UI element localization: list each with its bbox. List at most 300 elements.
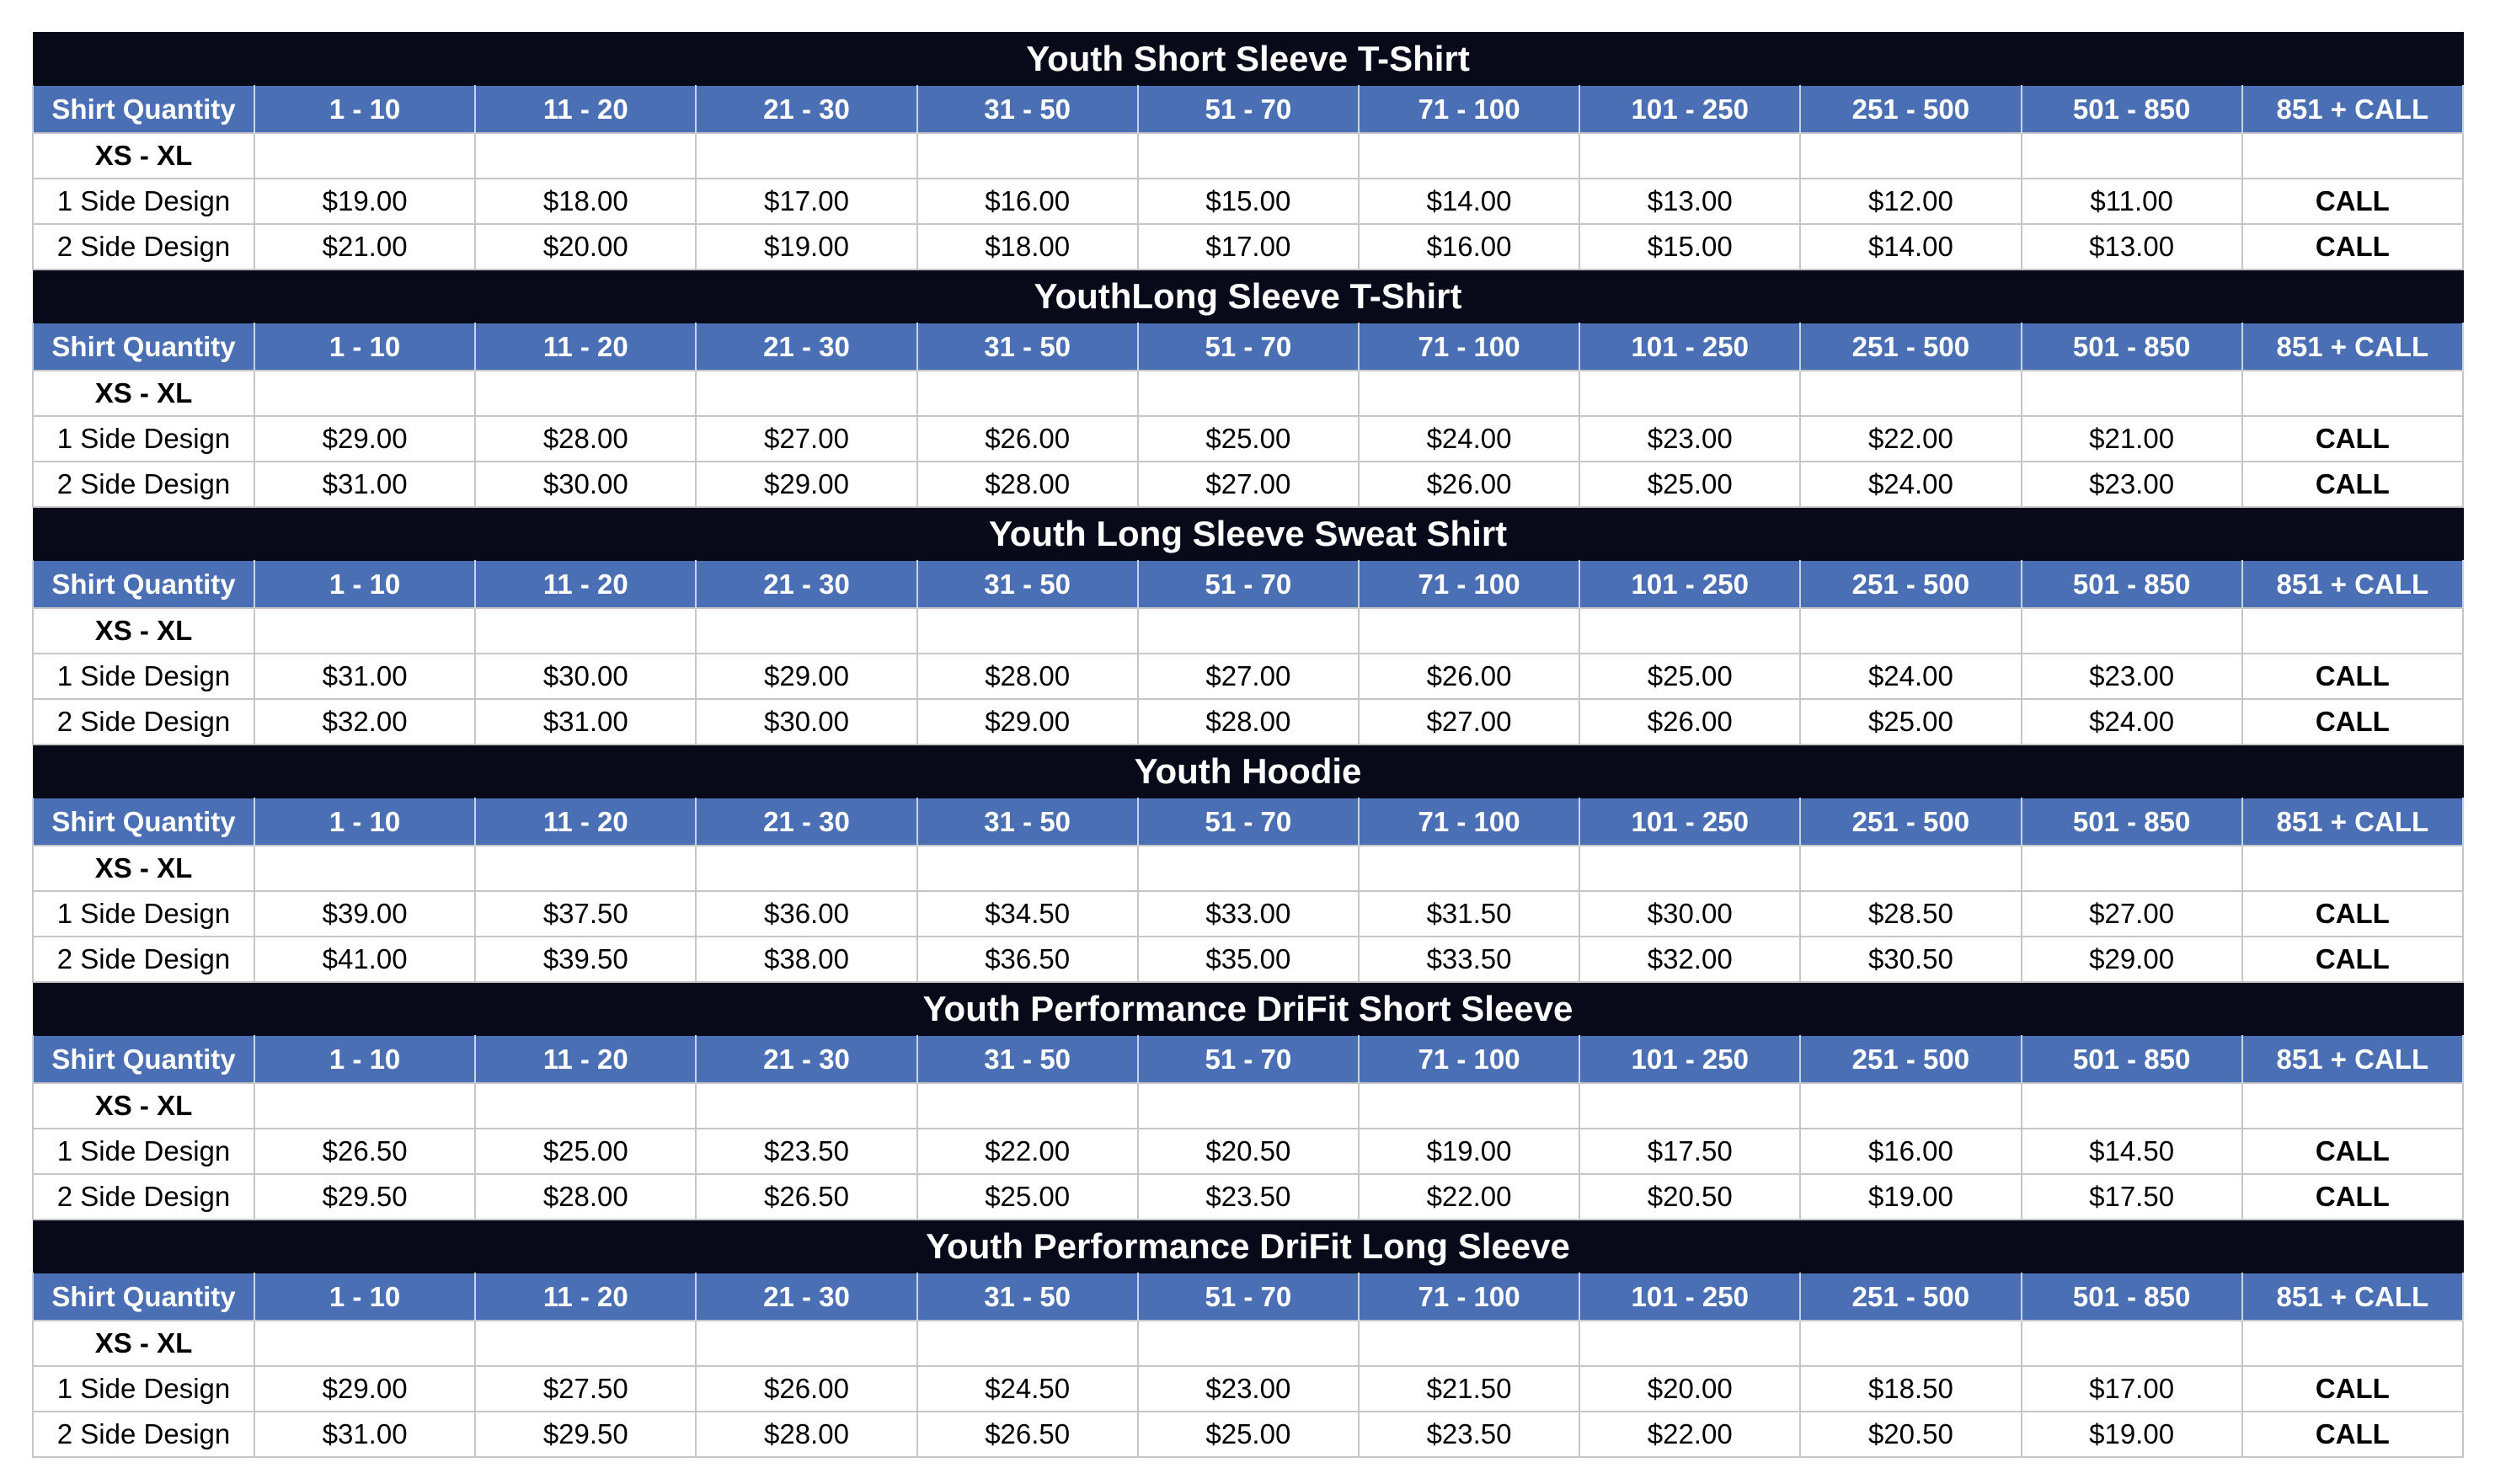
- price-cell: $22.00: [1359, 1174, 1579, 1220]
- price-cell: $24.50: [917, 1366, 1138, 1412]
- call-cell: CALL: [2242, 937, 2463, 982]
- empty-cell: [696, 371, 916, 416]
- size-row: [33, 371, 2463, 416]
- empty-cell: [1800, 1321, 2021, 1366]
- quantity-tier-header: 1 - 10: [254, 323, 475, 371]
- empty-cell: [2242, 133, 2463, 179]
- price-cell: $31.00: [254, 1412, 475, 1457]
- price-cell: $31.00: [475, 699, 696, 745]
- price-cell: $30.00: [475, 654, 696, 699]
- quantity-tier-header: 11 - 20: [475, 323, 696, 371]
- design-label: 1 Side Design: [33, 654, 254, 699]
- price-cell: $30.50: [1800, 937, 2021, 982]
- quantity-tier-header: 251 - 500: [1800, 1036, 2021, 1084]
- quantity-tier-header: 251 - 500: [1800, 1273, 2021, 1321]
- price-cell: $28.50: [1800, 891, 2021, 937]
- quantity-tier-header: 251 - 500: [1800, 323, 2021, 371]
- empty-cell: [2022, 1083, 2242, 1129]
- call-cell: CALL: [2242, 462, 2463, 507]
- quantity-tier-header: 251 - 500: [1800, 561, 2021, 609]
- quantity-header-label: Shirt Quantity: [33, 1036, 254, 1084]
- price-cell: $41.00: [254, 937, 475, 982]
- empty-cell: [475, 846, 696, 891]
- quantity-tier-header: 1 - 10: [254, 561, 475, 609]
- price-cell: $26.00: [1359, 462, 1579, 507]
- empty-cell: [1800, 371, 2021, 416]
- call-cell: CALL: [2242, 654, 2463, 699]
- empty-cell: [1138, 608, 1359, 654]
- price-cell: $18.00: [917, 224, 1138, 270]
- empty-cell: [1579, 1321, 1800, 1366]
- quantity-tier-header: 51 - 70: [1138, 1273, 1359, 1321]
- price-cell: $33.50: [1359, 937, 1579, 982]
- price-cell: $19.00: [696, 224, 916, 270]
- quantity-tier-header: 101 - 250: [1579, 798, 1800, 846]
- empty-cell: [254, 133, 475, 179]
- price-cell: $28.00: [917, 462, 1138, 507]
- price-cell: $28.00: [1138, 699, 1359, 745]
- section-title: Youth Long Sleeve Sweat Shirt: [33, 507, 2463, 561]
- quantity-header-label: Shirt Quantity: [33, 86, 254, 134]
- quantity-tier-header: 1 - 10: [254, 1273, 475, 1321]
- empty-cell: [1579, 133, 1800, 179]
- quantity-tier-header: 21 - 30: [696, 561, 916, 609]
- price-cell: $37.50: [475, 891, 696, 937]
- quantity-tier-header: 251 - 500: [1800, 86, 2021, 134]
- call-cell: CALL: [2242, 224, 2463, 270]
- price-cell: $24.00: [1800, 462, 2021, 507]
- price-cell: $27.00: [1359, 699, 1579, 745]
- quantity-tier-header: 11 - 20: [475, 1273, 696, 1321]
- call-cell: CALL: [2242, 179, 2463, 224]
- quantity-tier-header: 1 - 10: [254, 798, 475, 846]
- design-label: 2 Side Design: [33, 1412, 254, 1457]
- empty-cell: [1579, 1083, 1800, 1129]
- quantity-tier-header: 21 - 30: [696, 323, 916, 371]
- empty-cell: [475, 1083, 696, 1129]
- call-cell: CALL: [2242, 891, 2463, 937]
- price-cell: $25.00: [475, 1129, 696, 1174]
- design-label: 2 Side Design: [33, 462, 254, 507]
- price-cell: $19.00: [2022, 1412, 2242, 1457]
- price-cell: $35.00: [1138, 937, 1359, 982]
- price-cell: $30.00: [1579, 891, 1800, 937]
- price-cell: $19.00: [1359, 1129, 1579, 1174]
- price-cell: $33.00: [1138, 891, 1359, 937]
- price-cell: $20.50: [1138, 1129, 1359, 1174]
- design-label: 1 Side Design: [33, 179, 254, 224]
- quantity-tier-header: 31 - 50: [917, 798, 1138, 846]
- table-row: [33, 1412, 2463, 1457]
- quantity-tier-header: 31 - 50: [917, 561, 1138, 609]
- empty-cell: [1579, 608, 1800, 654]
- empty-cell: [917, 846, 1138, 891]
- price-cell: $30.00: [696, 699, 916, 745]
- call-cell: CALL: [2242, 1366, 2463, 1412]
- price-cell: $17.50: [1579, 1129, 1800, 1174]
- price-cell: $29.00: [917, 699, 1138, 745]
- quantity-tier-header: 31 - 50: [917, 323, 1138, 371]
- section-title-row: [33, 982, 2463, 1036]
- price-cell: $39.50: [475, 937, 696, 982]
- quantity-tier-header: 31 - 50: [917, 86, 1138, 134]
- quantity-header-row: [33, 1036, 2463, 1084]
- empty-cell: [2242, 371, 2463, 416]
- empty-cell: [254, 1083, 475, 1129]
- price-cell: $36.00: [696, 891, 916, 937]
- price-cell: $20.50: [1800, 1412, 2021, 1457]
- size-row: [33, 133, 2463, 179]
- empty-cell: [1579, 846, 1800, 891]
- empty-cell: [1138, 1321, 1359, 1366]
- price-cell: $32.00: [254, 699, 475, 745]
- quantity-tier-header: 101 - 250: [1579, 323, 1800, 371]
- design-label: 2 Side Design: [33, 1174, 254, 1220]
- empty-cell: [1800, 133, 2021, 179]
- price-cell: $23.00: [1579, 416, 1800, 462]
- quantity-tier-header: 71 - 100: [1359, 561, 1579, 609]
- quantity-header-label: Shirt Quantity: [33, 798, 254, 846]
- price-cell: $30.00: [475, 462, 696, 507]
- price-cell: $23.50: [1138, 1174, 1359, 1220]
- empty-cell: [696, 846, 916, 891]
- empty-cell: [1138, 371, 1359, 416]
- price-sheet: [32, 32, 2462, 1458]
- price-cell: $24.00: [1359, 416, 1579, 462]
- price-cell: $27.00: [2022, 891, 2242, 937]
- empty-cell: [1359, 371, 1579, 416]
- design-label: 1 Side Design: [33, 416, 254, 462]
- empty-cell: [254, 1321, 475, 1366]
- price-cell: $39.00: [254, 891, 475, 937]
- price-cell: $17.00: [696, 179, 916, 224]
- quantity-tier-header: 101 - 250: [1579, 1273, 1800, 1321]
- quantity-tier-header: 501 - 850: [2022, 323, 2242, 371]
- price-cell: $26.00: [1579, 699, 1800, 745]
- size-row: [33, 846, 2463, 891]
- price-cell: $38.00: [696, 937, 916, 982]
- table-row: [33, 416, 2463, 462]
- price-cell: $20.00: [475, 224, 696, 270]
- price-cell: $27.00: [1138, 462, 1359, 507]
- empty-cell: [475, 133, 696, 179]
- table-row: [33, 1129, 2463, 1174]
- price-cell: $20.00: [1579, 1366, 1800, 1412]
- price-cell: $27.00: [696, 416, 916, 462]
- size-label: XS - XL: [33, 846, 254, 891]
- quantity-tier-header: 51 - 70: [1138, 323, 1359, 371]
- size-label: XS - XL: [33, 1321, 254, 1366]
- quantity-tier-header: 851 + CALL: [2242, 1273, 2463, 1321]
- empty-cell: [2022, 846, 2242, 891]
- price-cell: $23.50: [1359, 1412, 1579, 1457]
- quantity-tier-header: 31 - 50: [917, 1273, 1138, 1321]
- empty-cell: [1800, 1083, 2021, 1129]
- quantity-tier-header: 51 - 70: [1138, 86, 1359, 134]
- quantity-tier-header: 21 - 30: [696, 1273, 916, 1321]
- price-cell: $26.50: [917, 1412, 1138, 1457]
- size-label: XS - XL: [33, 1083, 254, 1129]
- empty-cell: [254, 371, 475, 416]
- price-cell: $17.50: [2022, 1174, 2242, 1220]
- price-cell: $22.00: [917, 1129, 1138, 1174]
- design-label: 1 Side Design: [33, 1129, 254, 1174]
- quantity-tier-header: 501 - 850: [2022, 86, 2242, 134]
- empty-cell: [1359, 1321, 1579, 1366]
- empty-cell: [2022, 371, 2242, 416]
- price-cell: $12.00: [1800, 179, 2021, 224]
- design-label: 2 Side Design: [33, 937, 254, 982]
- quantity-header-row: [33, 86, 2463, 134]
- price-cell: $13.00: [1579, 179, 1800, 224]
- empty-cell: [696, 133, 916, 179]
- quantity-tier-header: 1 - 10: [254, 86, 475, 134]
- size-row: [33, 1321, 2463, 1366]
- empty-cell: [475, 371, 696, 416]
- price-cell: $22.00: [1800, 416, 2021, 462]
- price-cell: $27.50: [475, 1366, 696, 1412]
- empty-cell: [1359, 608, 1579, 654]
- empty-cell: [2242, 608, 2463, 654]
- price-cell: $21.50: [1359, 1366, 1579, 1412]
- quantity-tier-header: 31 - 50: [917, 1036, 1138, 1084]
- price-cell: $15.00: [1138, 179, 1359, 224]
- call-cell: CALL: [2242, 416, 2463, 462]
- empty-cell: [1800, 846, 2021, 891]
- price-cell: $31.00: [254, 654, 475, 699]
- quantity-tier-header: 71 - 100: [1359, 323, 1579, 371]
- price-cell: $31.00: [254, 462, 475, 507]
- quantity-tier-header: 21 - 30: [696, 86, 916, 134]
- price-cell: $23.50: [696, 1129, 916, 1174]
- quantity-header-row: [33, 1273, 2463, 1321]
- quantity-tier-header: 11 - 20: [475, 798, 696, 846]
- price-cell: $29.00: [2022, 937, 2242, 982]
- empty-cell: [1579, 371, 1800, 416]
- empty-cell: [1138, 846, 1359, 891]
- section-title: YouthLong Sleeve T-Shirt: [33, 270, 2463, 323]
- price-cell: $17.00: [2022, 1366, 2242, 1412]
- quantity-tier-header: 71 - 100: [1359, 1036, 1579, 1084]
- price-cell: $19.00: [254, 179, 475, 224]
- empty-cell: [1359, 1083, 1579, 1129]
- quantity-tier-header: 101 - 250: [1579, 1036, 1800, 1084]
- table-row: [33, 462, 2463, 507]
- empty-cell: [1138, 133, 1359, 179]
- price-cell: $14.00: [1359, 179, 1579, 224]
- empty-cell: [2242, 846, 2463, 891]
- table-row: [33, 179, 2463, 224]
- price-cell: $11.00: [2022, 179, 2242, 224]
- design-label: 1 Side Design: [33, 1366, 254, 1412]
- price-cell: $21.00: [2022, 416, 2242, 462]
- quantity-header-label: Shirt Quantity: [33, 561, 254, 609]
- price-cell: $25.00: [917, 1174, 1138, 1220]
- table-row: [33, 937, 2463, 982]
- quantity-tier-header: 501 - 850: [2022, 798, 2242, 846]
- price-cell: $16.00: [1800, 1129, 2021, 1174]
- price-cell: $27.00: [1138, 654, 1359, 699]
- quantity-tier-header: 71 - 100: [1359, 1273, 1579, 1321]
- price-cell: $25.00: [1579, 654, 1800, 699]
- empty-cell: [475, 608, 696, 654]
- quantity-tier-header: 851 + CALL: [2242, 561, 2463, 609]
- quantity-tier-header: 501 - 850: [2022, 1036, 2242, 1084]
- price-cell: $26.00: [696, 1366, 916, 1412]
- table-row: [33, 654, 2463, 699]
- price-cell: $32.00: [1579, 937, 1800, 982]
- quantity-tier-header: 71 - 100: [1359, 798, 1579, 846]
- quantity-tier-header: 11 - 20: [475, 1036, 696, 1084]
- quantity-tier-header: 251 - 500: [1800, 798, 2021, 846]
- quantity-tier-header: 51 - 70: [1138, 798, 1359, 846]
- section-title: Youth Short Sleeve T-Shirt: [33, 33, 2463, 86]
- table-row: [33, 699, 2463, 745]
- quantity-header-label: Shirt Quantity: [33, 1273, 254, 1321]
- price-cell: $26.50: [696, 1174, 916, 1220]
- design-label: 1 Side Design: [33, 891, 254, 937]
- empty-cell: [917, 1321, 1138, 1366]
- price-cell: $29.50: [475, 1412, 696, 1457]
- price-cell: $21.00: [254, 224, 475, 270]
- call-cell: CALL: [2242, 1412, 2463, 1457]
- price-cell: $19.00: [1800, 1174, 2021, 1220]
- quantity-tier-header: 501 - 850: [2022, 561, 2242, 609]
- empty-cell: [917, 608, 1138, 654]
- quantity-tier-header: 21 - 30: [696, 798, 916, 846]
- empty-cell: [2022, 608, 2242, 654]
- price-cell: $14.00: [1800, 224, 2021, 270]
- price-cell: $28.00: [475, 1174, 696, 1220]
- price-cell: $13.00: [2022, 224, 2242, 270]
- empty-cell: [1138, 1083, 1359, 1129]
- quantity-tier-header: 11 - 20: [475, 86, 696, 134]
- quantity-tier-header: 51 - 70: [1138, 1036, 1359, 1084]
- empty-cell: [2022, 1321, 2242, 1366]
- table-row: [33, 1174, 2463, 1220]
- price-cell: $23.00: [1138, 1366, 1359, 1412]
- size-label: XS - XL: [33, 608, 254, 654]
- section-title: Youth Performance DriFit Short Sleeve: [33, 982, 2463, 1036]
- price-cell: $29.00: [254, 1366, 475, 1412]
- empty-cell: [2022, 133, 2242, 179]
- size-label: XS - XL: [33, 133, 254, 179]
- quantity-tier-header: 71 - 100: [1359, 86, 1579, 134]
- quantity-header-label: Shirt Quantity: [33, 323, 254, 371]
- price-cell: $17.00: [1138, 224, 1359, 270]
- price-cell: $29.00: [696, 462, 916, 507]
- price-cell: $25.00: [1579, 462, 1800, 507]
- table-row: [33, 224, 2463, 270]
- empty-cell: [1359, 846, 1579, 891]
- price-cell: $22.00: [1579, 1412, 1800, 1457]
- empty-cell: [696, 608, 916, 654]
- quantity-tier-header: 51 - 70: [1138, 561, 1359, 609]
- quantity-tier-header: 1 - 10: [254, 1036, 475, 1084]
- size-label: XS - XL: [33, 371, 254, 416]
- price-cell: $29.50: [254, 1174, 475, 1220]
- empty-cell: [917, 133, 1138, 179]
- price-cell: $24.00: [1800, 654, 2021, 699]
- call-cell: CALL: [2242, 1129, 2463, 1174]
- quantity-tier-header: 851 + CALL: [2242, 323, 2463, 371]
- price-cell: $16.00: [917, 179, 1138, 224]
- price-cell: $31.50: [1359, 891, 1579, 937]
- price-cell: $23.00: [2022, 654, 2242, 699]
- section-title-row: [33, 270, 2463, 323]
- price-cell: $36.50: [917, 937, 1138, 982]
- section-title-row: [33, 1220, 2463, 1273]
- empty-cell: [2242, 1083, 2463, 1129]
- quantity-tier-header: 101 - 250: [1579, 561, 1800, 609]
- quantity-tier-header: 11 - 20: [475, 561, 696, 609]
- size-row: [33, 608, 2463, 654]
- empty-cell: [2242, 1321, 2463, 1366]
- price-cell: $16.00: [1359, 224, 1579, 270]
- call-cell: CALL: [2242, 1174, 2463, 1220]
- empty-cell: [1359, 133, 1579, 179]
- empty-cell: [475, 1321, 696, 1366]
- section-title: Youth Hoodie: [33, 745, 2463, 798]
- section-title-row: [33, 745, 2463, 798]
- table-row: [33, 891, 2463, 937]
- price-table: [32, 32, 2464, 1458]
- quantity-tier-header: 851 + CALL: [2242, 1036, 2463, 1084]
- call-cell: CALL: [2242, 699, 2463, 745]
- price-cell: $34.50: [917, 891, 1138, 937]
- price-cell: $26.50: [254, 1129, 475, 1174]
- quantity-header-row: [33, 561, 2463, 609]
- price-cell: $23.00: [2022, 462, 2242, 507]
- price-cell: $29.00: [254, 416, 475, 462]
- section-title: Youth Performance DriFit Long Sleeve: [33, 1220, 2463, 1273]
- empty-cell: [1800, 608, 2021, 654]
- table-row: [33, 1366, 2463, 1412]
- quantity-tier-header: 101 - 250: [1579, 86, 1800, 134]
- quantity-header-row: [33, 798, 2463, 846]
- price-cell: $25.00: [1138, 1412, 1359, 1457]
- empty-cell: [254, 846, 475, 891]
- price-cell: $28.00: [475, 416, 696, 462]
- quantity-tier-header: 851 + CALL: [2242, 86, 2463, 134]
- price-cell: $25.00: [1800, 699, 2021, 745]
- design-label: 2 Side Design: [33, 699, 254, 745]
- price-cell: $26.00: [917, 416, 1138, 462]
- price-cell: $18.00: [475, 179, 696, 224]
- price-cell: $29.00: [696, 654, 916, 699]
- size-row: [33, 1083, 2463, 1129]
- empty-cell: [696, 1321, 916, 1366]
- price-cell: $26.00: [1359, 654, 1579, 699]
- price-cell: $28.00: [696, 1412, 916, 1457]
- design-label: 2 Side Design: [33, 224, 254, 270]
- price-cell: $25.00: [1138, 416, 1359, 462]
- price-cell: $15.00: [1579, 224, 1800, 270]
- empty-cell: [696, 1083, 916, 1129]
- price-cell: $20.50: [1579, 1174, 1800, 1220]
- quantity-tier-header: 851 + CALL: [2242, 798, 2463, 846]
- quantity-header-row: [33, 323, 2463, 371]
- quantity-tier-header: 21 - 30: [696, 1036, 916, 1084]
- section-title-row: [33, 33, 2463, 86]
- price-cell: $28.00: [917, 654, 1138, 699]
- price-cell: $18.50: [1800, 1366, 2021, 1412]
- empty-cell: [917, 371, 1138, 416]
- price-cell: $14.50: [2022, 1129, 2242, 1174]
- price-cell: $24.00: [2022, 699, 2242, 745]
- section-title-row: [33, 507, 2463, 561]
- quantity-tier-header: 501 - 850: [2022, 1273, 2242, 1321]
